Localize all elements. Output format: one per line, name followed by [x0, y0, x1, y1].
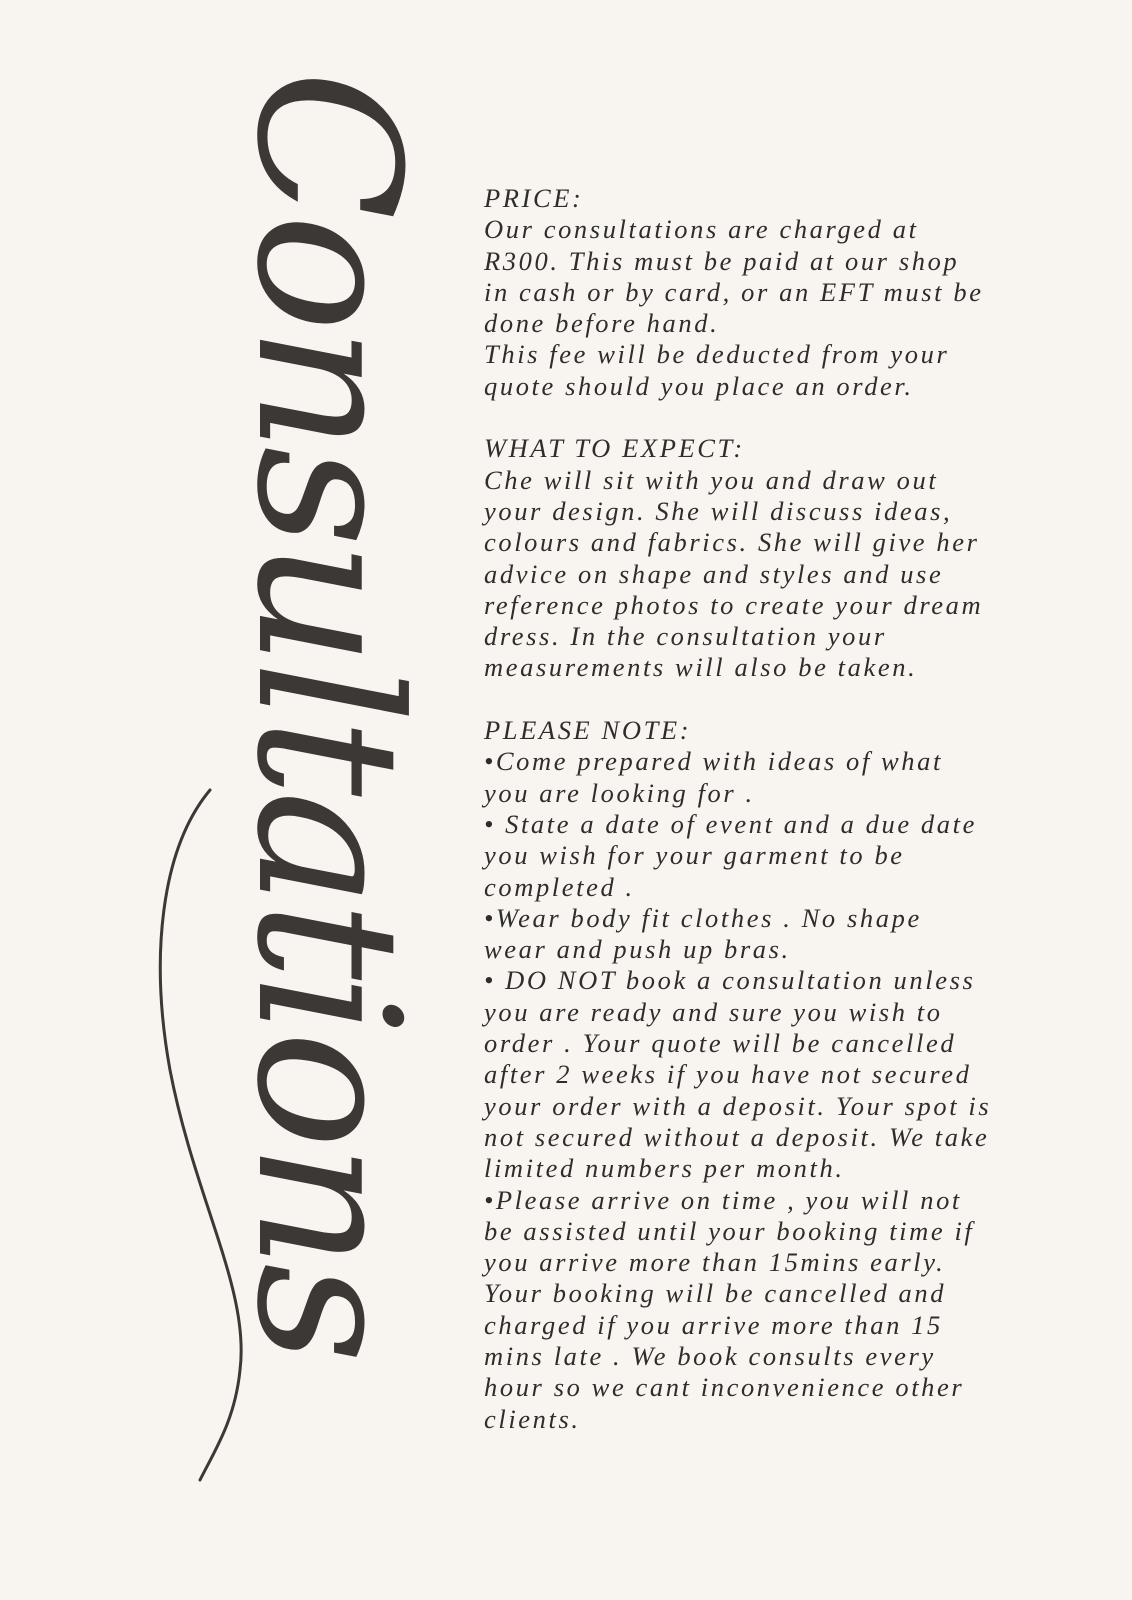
text-line: you are ready and sure you wish to [484, 996, 943, 1027]
text-line: your design. She will discuss ideas, [484, 495, 953, 526]
text-line: advice on shape and styles and use [484, 558, 944, 589]
text-line: you wish for your garment to be [484, 840, 905, 871]
text-line: R300. This must be paid at our shop [484, 245, 960, 276]
text-line: •Wear body fit clothes . No shape [484, 902, 922, 933]
text-line: your order with a deposit. Your spot is [484, 1090, 992, 1121]
text-line: you are looking for . [484, 777, 755, 808]
text-line: reference photos to create your dream [484, 589, 984, 620]
text-line: done before hand. [484, 308, 720, 339]
text-line: •Come prepared with ideas of what [484, 746, 943, 777]
text-line: be assisted until your booking time if [484, 1215, 975, 1246]
section-heading: WHAT TO EXPECT: [484, 433, 745, 464]
text-line: after 2 weeks if you have not secured [484, 1059, 972, 1090]
script-title [140, 30, 480, 1510]
text-line: completed . [484, 871, 635, 902]
section-price [484, 183, 1094, 402]
text-line: •Please arrive on time , you will not [484, 1184, 962, 1215]
text-line: This fee will be deducted from your [484, 339, 950, 370]
text-line: not secured without a deposit. We take [484, 1121, 990, 1152]
section-please-note [484, 715, 1094, 1435]
text-line: limited numbers per month. [484, 1153, 845, 1184]
text-line: mins late . We book consults every [484, 1340, 936, 1371]
text-line: charged if you arrive more than 15 [484, 1309, 943, 1340]
text-line: Your booking will be cancelled and [484, 1278, 947, 1309]
text-line: hour so we cant inconvenience other [484, 1372, 965, 1403]
text-line: dress. In the consultation your [484, 621, 887, 652]
text-line: measurements will also be taken. [484, 652, 918, 683]
text-line: Our consultations are charged at [484, 214, 919, 245]
text-line: Che will sit with you and draw out [484, 464, 939, 495]
text-line: • State a date of event and a due date [484, 808, 977, 839]
section-heading: PRICE: [484, 183, 584, 213]
text-line: clients. [484, 1403, 581, 1434]
text-line: order . Your quote will be cancelled [484, 1028, 957, 1059]
body-text [484, 183, 1094, 1435]
section-what-to-expect [484, 433, 1094, 683]
text-line: quote should you place an order. [484, 370, 914, 401]
script-title-graphic [140, 30, 480, 1510]
text-line: • DO NOT book a consultation unless [484, 965, 976, 996]
text-line: in cash or by card, or an EFT must be [484, 276, 984, 307]
section-heading: PLEASE NOTE: [484, 715, 692, 746]
text-line: wear and push up bras. [484, 934, 791, 965]
title-text: Consultations [213, 70, 441, 1358]
text-line: you arrive more than 15mins early. [484, 1247, 946, 1278]
text-line: colours and fabrics. She will give her [484, 527, 980, 558]
